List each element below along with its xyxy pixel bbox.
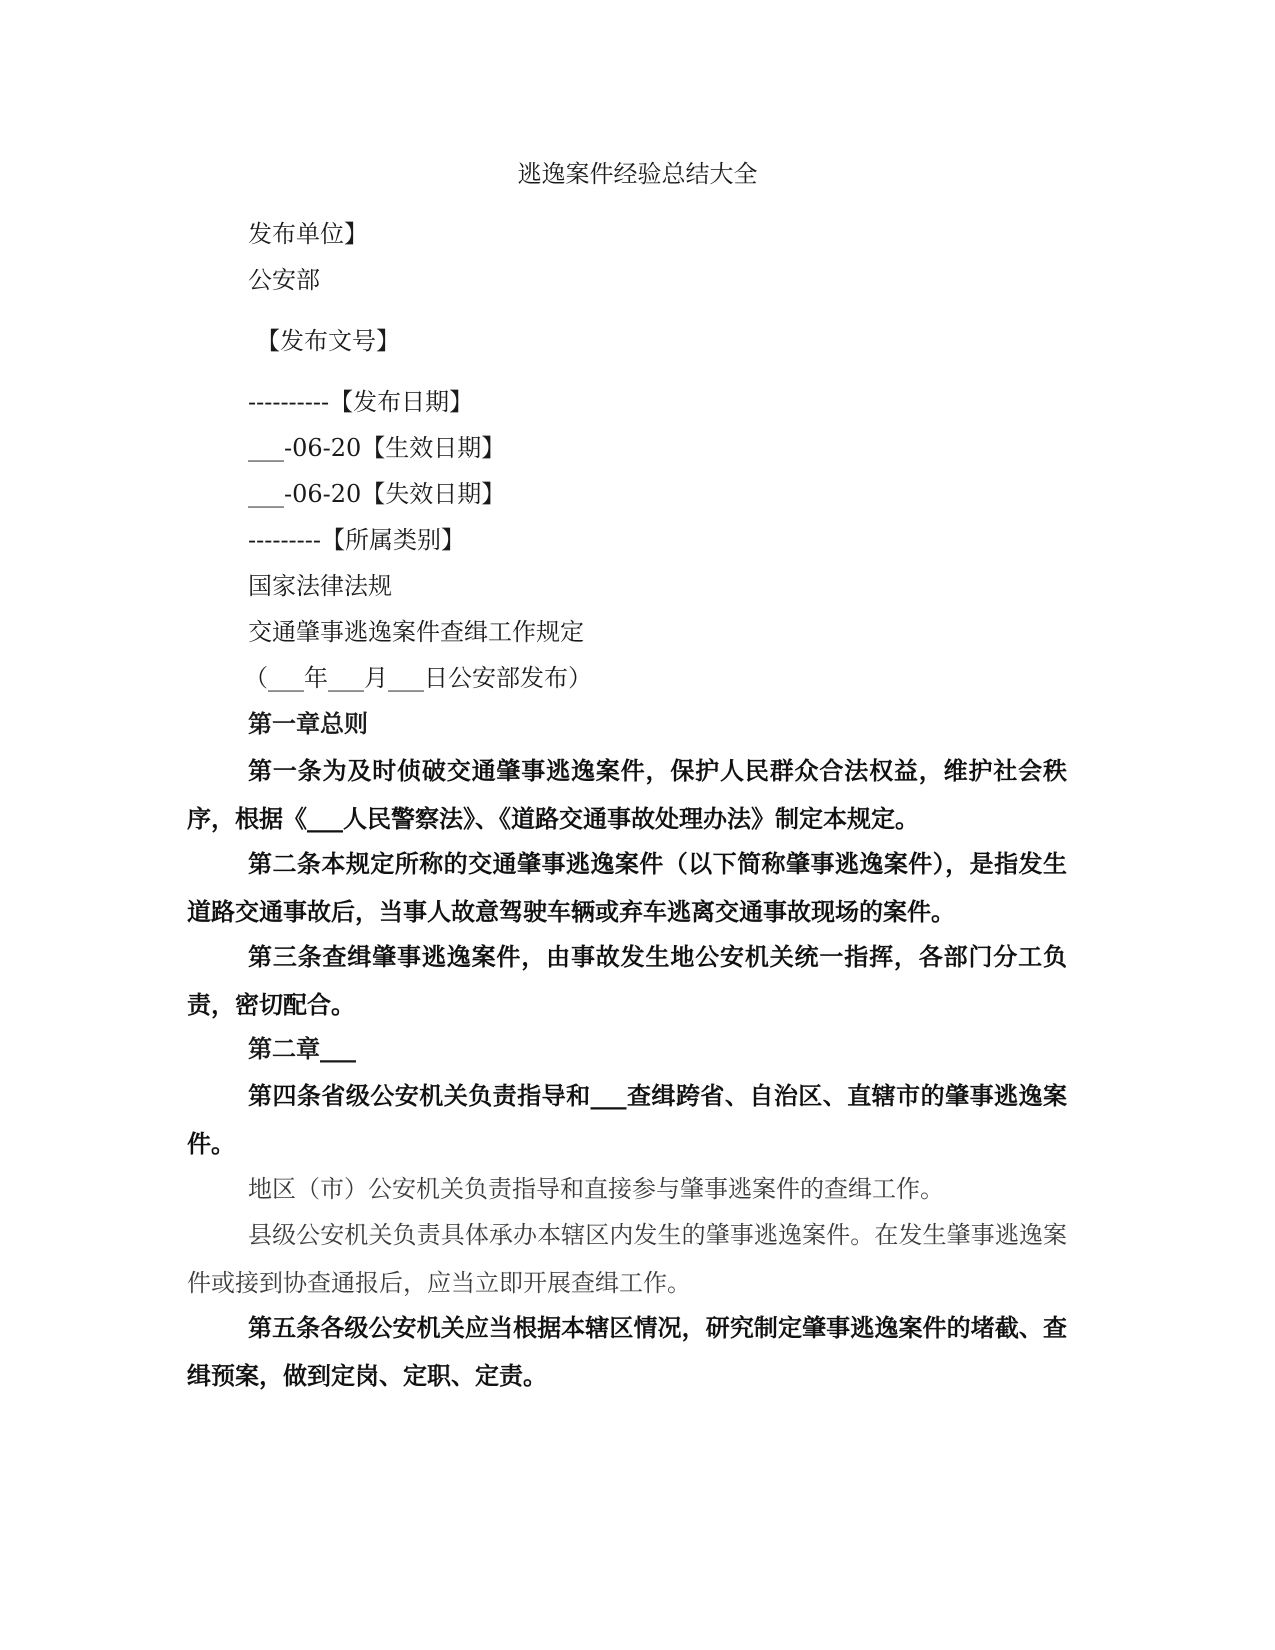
article-3: 第三条查缉肇事逃逸案件，由事故发生地公安机关统一指挥，各部门分工负责，密切配合。 bbox=[187, 942, 1067, 1019]
doc-number-label: 【发布文号】 bbox=[256, 327, 400, 355]
paragraph-county: 县级公安机关负责具体承办本辖区内发生的肇事逃逸案件。在发生肇事逃逸案件或接到协查通报后，应当立即开展查缉工作。 bbox=[187, 1221, 1067, 1297]
category-value: 国家法律法规 bbox=[248, 572, 392, 600]
expiry-date-line: ___-06-20【失效日期】 bbox=[248, 480, 506, 508]
paragraph-prefecture: 地区（市）公安机关负责指导和直接参与肇事逃案件的查缉工作。 bbox=[248, 1175, 944, 1203]
issuer-label: 发布单位】 bbox=[248, 220, 368, 248]
article-5: 第五条各级公安机关应当根据本辖区情况，研究制定肇事逃逸案件的堵截、查缉预案，做到定岗、定职、定责。 bbox=[187, 1313, 1067, 1390]
document-title: 逃逸案件经验总结大全 bbox=[517, 160, 758, 188]
category-line: ---------【所属类别】 bbox=[248, 526, 465, 554]
regulation-issued: （___年___月___日公安部发布） bbox=[244, 664, 592, 692]
regulation-name: 交通肇事逃逸案件查缉工作规定 bbox=[248, 618, 584, 646]
issue-date-line: ----------【发布日期】 bbox=[248, 388, 474, 416]
chapter2-heading: 第二章___ bbox=[248, 1034, 356, 1063]
article-4: 第四条省级公安机关负责指导和___查缉跨省、自治区、直辖市的肇事逃逸案件。 bbox=[187, 1081, 1067, 1158]
chapter1-heading: 第一章总则 bbox=[248, 709, 368, 738]
article-1: 第一条为及时侦破交通肇事逃逸案件，保护人民群众合法权益，维护社会秩序，根据《___人民警察法》、《道路交通事故处理办法》制定本规定。 bbox=[187, 756, 1067, 833]
article-2: 第二条本规定所称的交通肇事逃逸案件（以下简称肇事逃逸案件），是指发生道路交通事故后，当事人故意驾驶车辆或弃车逃离交通事故现场的案件。 bbox=[187, 849, 1067, 926]
issuer-value: 公安部 bbox=[248, 266, 320, 294]
effective-date-line: ___-06-20【生效日期】 bbox=[248, 434, 506, 462]
